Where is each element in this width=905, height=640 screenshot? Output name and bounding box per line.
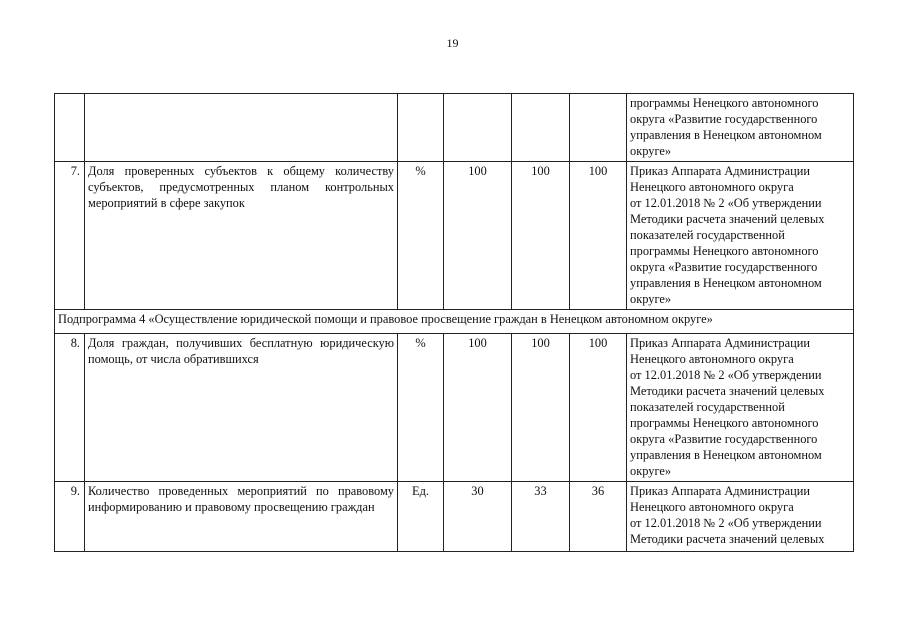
basis-line: показателей государственной [630,228,785,242]
value-year-1: 100 [444,334,512,482]
row-number [55,94,85,162]
indicator-name [85,94,398,162]
basis-line: округе» [630,292,672,306]
value-year-2: 33 [512,482,570,552]
basis-line: округа «Развитие государственного [630,432,818,446]
methodology-basis [627,482,854,552]
basis-line: Методики расчета значений целевых [630,384,825,398]
basis-line: программы Ненецкого автономного [630,416,819,430]
basis-line: показателей государственной [630,400,785,414]
basis-line: Методики расчета значений целевых [630,532,825,546]
unit-of-measure: % [398,334,444,482]
methodology-basis [627,94,854,162]
value-year-3 [570,94,627,162]
methodology-basis [627,162,854,310]
row-number: 9. [55,482,85,552]
value-year-2: 100 [512,334,570,482]
basis-line: Приказ Аппарата Администрации [630,484,810,498]
table-row [55,94,854,162]
row-number: 8. [55,334,85,482]
table-row [55,482,854,552]
row-number: 7. [55,162,85,310]
value-year-2 [512,94,570,162]
basis-line: округа «Развитие государственного [630,260,818,274]
basis-line: программы Ненецкого автономного [630,96,819,110]
basis-line: Приказ Аппарата Администрации [630,336,810,350]
basis-line: программы Ненецкого автономного [630,244,819,258]
basis-line: управления в Ненецком автономном [630,128,822,142]
table-row [55,334,854,482]
basis-line: округа «Развитие государственного [630,112,818,126]
basis-line: округе» [630,464,672,478]
value-year-1 [444,94,512,162]
value-year-3: 36 [570,482,627,552]
methodology-basis [627,334,854,482]
basis-line: от 12.01.2018 № 2 «Об утверждении [630,516,822,530]
basis-line: управления в Ненецком автономном [630,276,822,290]
basis-line: от 12.01.2018 № 2 «Об утверждении [630,196,822,210]
indicator-name: Доля проверенных субъектов к общему количеству субъектов, предусмотренных планом контрольных мероприятий в сфере закупок [85,162,398,310]
basis-line: округе» [630,144,672,158]
value-year-3: 100 [570,162,627,310]
basis-line: Методики расчета значений целевых [630,212,825,226]
indicators-table [54,93,854,552]
unit-of-measure: % [398,162,444,310]
basis-line: Ненецкого автономного округа [630,500,794,514]
indicator-name: Доля граждан, получивших бесплатную юридическую помощь, от числа обратившихся [85,334,398,482]
table-row [55,162,854,310]
value-year-2: 100 [512,162,570,310]
basis-line: Ненецкого автономного округа [630,352,794,366]
basis-line: управления в Ненецком автономном [630,448,822,462]
basis-line: Ненецкого автономного округа [630,180,794,194]
page-number: 19 [446,36,459,50]
value-year-1: 30 [444,482,512,552]
unit-of-measure [398,94,444,162]
subprogram-title: Подпрограмма 4 «Осуществление юридической помощи и правовое просвещение граждан в Ненецком автономном округе» [55,310,854,334]
subprogram-row [55,310,854,334]
basis-line: Приказ Аппарата Администрации [630,164,810,178]
unit-of-measure: Ед. [398,482,444,552]
value-year-3: 100 [570,334,627,482]
value-year-1: 100 [444,162,512,310]
indicator-name: Количество проведенных мероприятий по правовому информированию и правовому просвещению граждан [85,482,398,552]
basis-line: от 12.01.2018 № 2 «Об утверждении [630,368,822,382]
